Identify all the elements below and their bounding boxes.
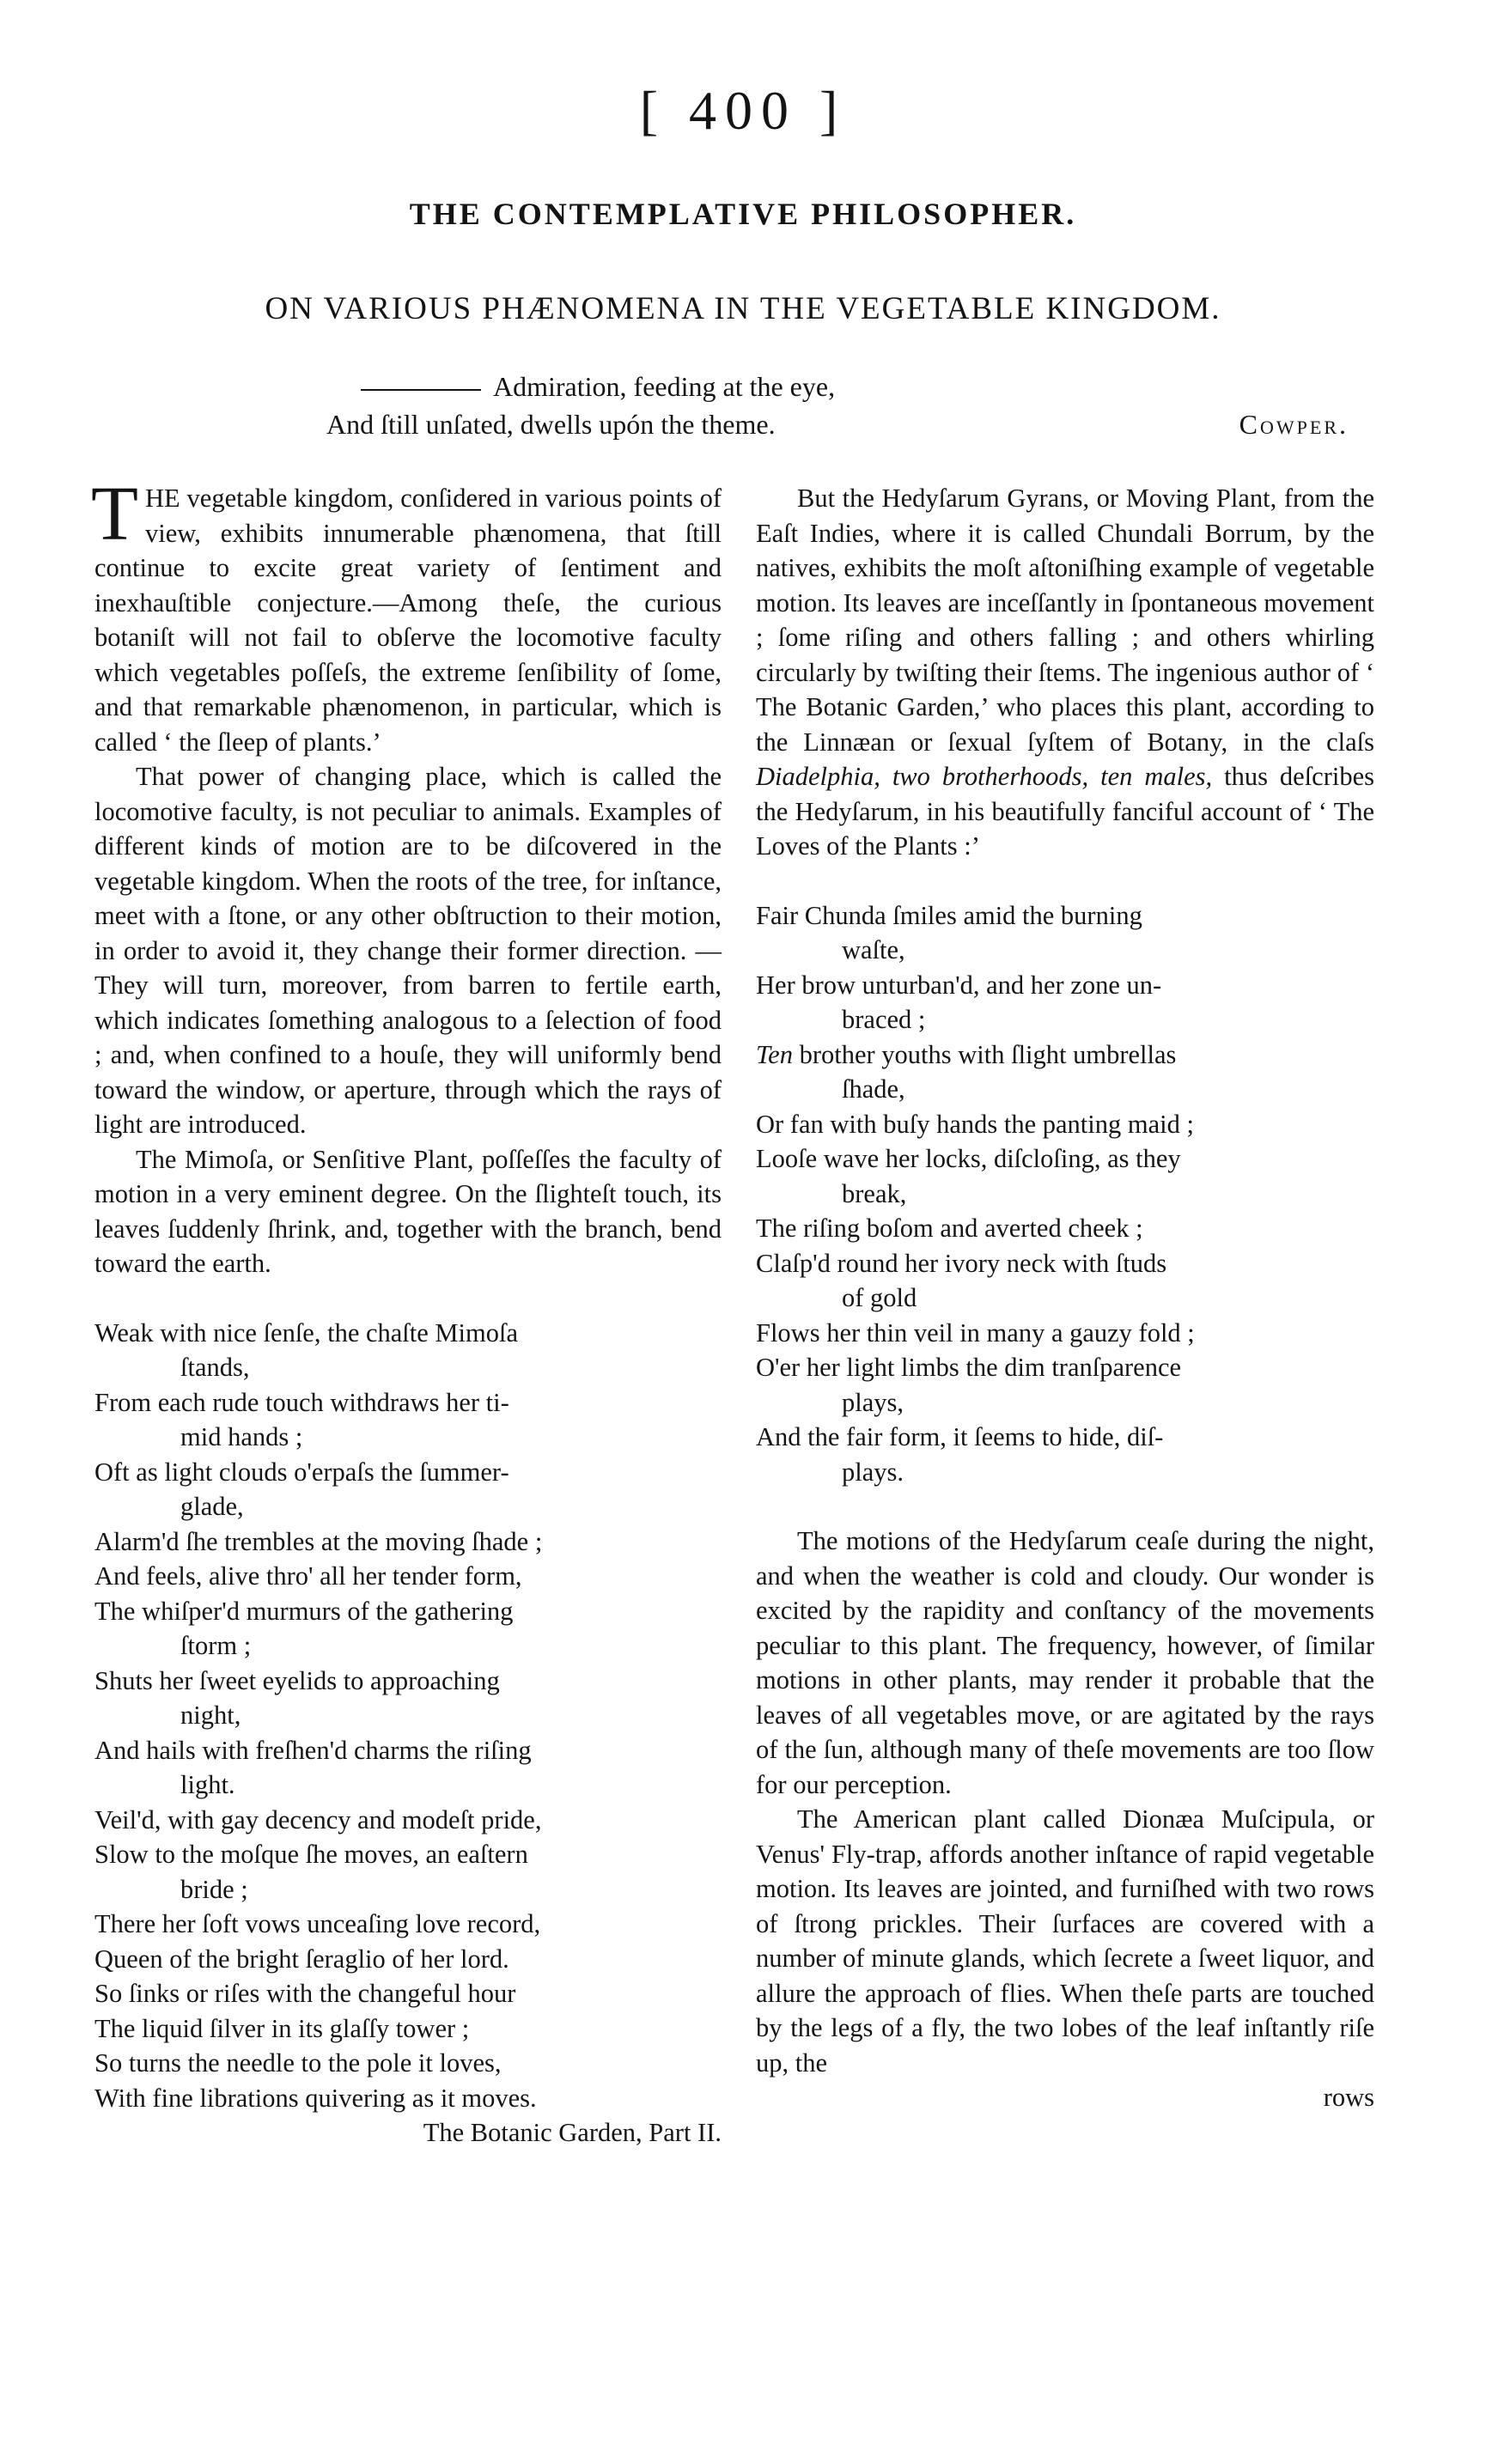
poem-line: And hails with freſhen'd charms the riſing (94, 1735, 532, 1765)
paragraph-6: The American plant called Dionæa Muſcipula, or Venus' Fly-trap, affords another inſtance of rapid vegetable motion. Its leaves are jointed, and furniſhed with two rows of ſtrong prickles. Their ſurfaces are covered with a number of minute glands, which ſecrete a ſweet liquor, and allure the approach of flies. When theſe parts are touched by the legs of a fly, the two lobes of the leaf inſtantly riſe up, the (756, 1804, 1374, 2078)
paragraph-3: The Mimoſa, or Senſitive Plant, poſſeſſes the faculty of motion in a very eminent degree. On the ſlighteſt touch, its leaves ſuddenly ſhrink, and, together with the branch, bend toward the earth. (94, 1144, 722, 1278)
epigraph-author: Cowper. (1239, 409, 1349, 440)
poem-line: The whiſper'd murmurs of the gathering (94, 1596, 514, 1626)
poem-line-cont: plays, (842, 1387, 904, 1417)
paragraph-5: The motions of the Hedyſarum ceaſe during the night, and when the weather is cold and cloudy. Our wonder is excited by the rapidity and conſtancy of the movements peculiar to this plant. The frequency, however, of ſimilar motions in other plants, may render it probable that the leaves of all vegetables move, or are agitated by the rays of the ſun, although many of theſe movements are too ſlow for our perception. (756, 1526, 1374, 1799)
poem-line: Queen of the bright ſeraglio of her lord. (94, 1944, 509, 1974)
catchword: rows (1323, 2083, 1374, 2112)
poem-line: Weak with nice ſenſe, the chaſte Mimoſa (94, 1317, 518, 1348)
poem-line-cont: glade, (180, 1492, 244, 1521)
poem-line: The riſing boſom and averted cheek ; (756, 1214, 1143, 1243)
poem-line: Oft as light clouds o'erpaſs the ſummer- (94, 1457, 509, 1487)
poem-line: Veil'd, with gay decency and modeſt pride, (94, 1804, 542, 1834)
poem-line: Her brow unturban'd, and her zone un- (756, 970, 1162, 1000)
poem-line-cont: braced ; (842, 1005, 926, 1034)
epigraph (326, 368, 1349, 443)
poem-line: The liquid ſilver in its glaſſy tower ; (94, 2013, 470, 2043)
poem-line: Or fan with buſy hands the panting maid ; (756, 1109, 1194, 1139)
poem-line-cont: of gold (842, 1283, 917, 1312)
poem-line: Fair Chunda ſmiles amid the burning (756, 900, 1142, 930)
poem-line: From each rude touch withdraws her ti- (94, 1387, 509, 1417)
poem-line-cont: ſtorm ; (180, 1631, 252, 1660)
page-number: [ 400 ] (639, 80, 847, 141)
mimosa-poem (94, 1316, 722, 2151)
article-title: ON VARIOUS PHÆNOMENA IN THE VEGETABLE KINGDOM. (265, 291, 1221, 326)
paragraph-2: That power of changing place, which is called the locomotive faculty, is not peculiar to animals. Examples of different kinds of motion are to be diſcovered in the vegetable kingdom. When the roots of the tree, for inſtance, meet with a ſtone, or any other obſtruction to their motion, in order to avoid it, they change their former direction. —They will turn, moreover, from barren to fertile earth, which indicates ſomething analogous to a ſelection of food ; and, when confined to a houſe, they will uniformly bend toward the window, or aperture, through which the rays of light are introduced. (94, 762, 722, 1139)
left-column (91, 472, 722, 2151)
poem-line: Ten brother youths with ſlight umbrellas (756, 1039, 1177, 1069)
poem-line: So turns the needle to the pole it loves, (94, 2048, 502, 2078)
poem-line-cont: mid hands ; (180, 1422, 303, 1451)
poem-line-cont: waſte, (842, 935, 905, 964)
poem-line-cont: ſtands, (180, 1353, 250, 1382)
poem-line: Flows her thin veil in many a gauzy fold ; (756, 1317, 1195, 1348)
poem-line-cont: plays. (842, 1457, 904, 1487)
running-header: THE CONTEMPLATIVE PHILOSOPHER. (409, 197, 1077, 231)
poem-line: And the fair form, it ſeems to hide, diſ- (756, 1422, 1164, 1451)
poem-line-cont: night, (180, 1700, 241, 1730)
drop-cap: T (91, 472, 138, 557)
poem-line: Looſe wave her locks, diſcloſing, as they (756, 1144, 1181, 1173)
poem-line: Claſp'd round her ivory neck with ſtuds (756, 1248, 1167, 1278)
italic-ten: Ten (756, 1039, 793, 1069)
paragraph-4: But the Hedyſarum Gyrans, or Moving Plant, from the Eaſt Indies, where it is called Chundali Borrum, by the natives, exhibits the moſt aſtoniſhing example of vegetable motion. Its leaves are inceſſantly in ſpontaneous movement ; ſome riſing and others falling ; and others whirling circularly by twiſting their ſtems. The ingenious author of ‘ The Botanic Garden,’ who places this plant, according to the Linnæan or ſexual ſyſtem of Botany, in the claſs Diadelphia, two brotherhoods, ten males, thus deſcribes the Hedyſarum, in his beautifully fanciful account of ‘ The Loves of the Plants :’ (756, 484, 1374, 861)
poem-line: Shuts her ſweet eyelids to approaching (94, 1665, 500, 1695)
poem-line: O'er her light limbs the dim tranſparence (756, 1353, 1182, 1382)
italic-class-name: Diadelphia, two brotherhoods, ten males, (756, 762, 1213, 791)
chunda-poem (756, 898, 1374, 1490)
paragraph-1: THE vegetable kingdom, conſidered in various points of view, exhibits innumerable phænomena, that ſtill continue to excite great variety of ſentiment and inexhauſtible conjecture.—Among theſe, the curious botaniſt will not fail to obſerve the locomotive faculty which vegetables poſſeſs, the extreme ſenſibility of ſome, and that remarkable phænomenon, in particular, which is called ‘ the ſleep of plants.’ (91, 472, 722, 757)
poem-line: Slow to the moſque ſhe moves, an eaſtern (94, 1840, 528, 1869)
right-column (756, 481, 1374, 2115)
poem-line-cont: ſhade, (842, 1074, 905, 1104)
poem-line: With fine librations quivering as it moves. (94, 2083, 537, 2113)
epigraph-line-2: And ſtill unſated, dwells upón the theme. (326, 409, 776, 440)
poem-line: Alarm'd ſhe trembles at the moving ſhade ; (94, 1526, 543, 1556)
epigraph-line-1: Admiration, feeding at the eye, (326, 368, 1349, 405)
poem-line: And feels, alive thro' all her tender form, (94, 1561, 522, 1591)
poem-line-cont: break, (842, 1178, 907, 1208)
poem-line-cont: light. (180, 1770, 235, 1799)
poem-line: So ſinks or riſes with the changeful hour (94, 1979, 516, 2008)
poem-line-cont: bride ; (180, 1874, 248, 1904)
epigraph-dash (361, 389, 481, 391)
poem-line: There her ſoft vows unceaſing love record, (94, 1909, 541, 1938)
poem-citation: The Botanic Garden, Part II. (423, 2118, 722, 2147)
